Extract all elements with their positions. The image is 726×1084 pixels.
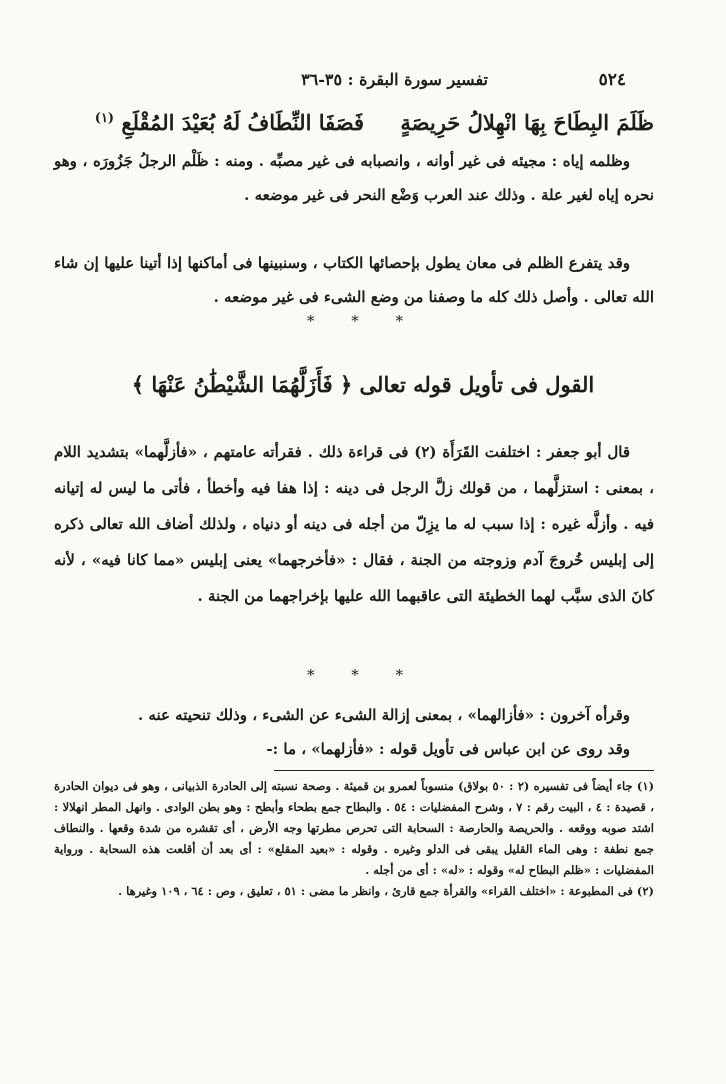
paragraph-line: وقد روى عن ابن عباس فى تأويل قوله : «فأزلهما» ، ما :-: [266, 740, 630, 758]
footnote-divider: [274, 770, 654, 771]
paragraph: [54, 698, 654, 766]
page-number: ٥٢٤: [598, 70, 626, 90]
section-separator: * * *: [306, 666, 420, 684]
footnote-2: (٢) فى المطبوعة : «اختلف القراء» والقرأة جمع قارئ ، وانظر ما مضى : ٥١ ، تعليق ، وص : ٦٤ ، ١٠٩ وغيرها .: [118, 884, 654, 898]
paragraph: وظلمه إياه : مجيئه فى غير أوانه ، وانصبابه فى غير مصبِّه . ومنه : ظَلْم الرجلُ جَزُورَه ، وهو نحره إياه لغير علة . وذلك عند العرب وَضْع النحر فى غير موضعه .: [54, 152, 654, 204]
footnotes: [54, 776, 654, 902]
poetry-verse: [54, 106, 654, 146]
verse-hemistich-left: فَصَفَا النِّطَافُ لَهُ بُعَيْدَ المُقْلَعِ $^{(١)}$: [94, 110, 364, 135]
paragraph-line: وقرأه آخرون : «فأزالهما» ، بمعنى إزالة الشىء عن الشىء ، وذلك تنحيته عنه .: [137, 706, 630, 724]
footnote-1: (١) جاء أيضاً فى تفسيره (٢ : ٥٠ بولاق) منسوباً لعمرو بن قميئة . وصحة نسبته إلى الحادرة الذبيانى ، وهو فى ديوان الحادرة ، قصيدة : ٤ ، البيت رقم : ٧ ، وشرح المفضليات : ٥٤ . والبطاح جمع بطحاء وأبطح : وهو بطن الوادى . وانهل المطر انهلالا : اشتد صوبه ووقعه . والحريصة والحارصة : السحابة التى تحرص مطرتها وجه الأرض ، أى تقشره من شدة وقعها . والنطاف جمع نطفة : وهى الماء القليل يبقى فى الدلو وغيره . وقوله : «بعيد المقلع» : أى بعد أن أقلعت هذه السحابة . ورواية المفضليات : «ظلم البطاح له» وقوله : «له» : أى من أجله .: [54, 779, 655, 877]
page-header: [0, 70, 726, 96]
paragraph: قال أبو جعفر : اختلفت القَرَأَة (٢) فى قراءة ذلك . فقرأته عامتهم ، «فأزلَّهما» بتشديد اللام ، بمعنى : استزلَّهما ، من قولك زلَّ الرجل فى دينه : إذا هفا فيه وأخطأ ، فأتى ما ليس له إتيانه فيه . وأزلَّه غيره : إذا سبب له ما يزِلّ من أجله فى دينه أو دنياه ، ولذلك أضاف الله تعالى ذكره إلى إبليس خُروجَ آدم وزوجته من الجنة ، فقال : «فأخرجهما» يعنى إبليس «مما كانا فيه» ، لأنه كانَ الذى سبَّب لهما الخطيئة التى عاقبهما الله عليها بإخراجهما من الجنة .: [54, 443, 654, 605]
running-title: تفسير سورة البقرة : ٣٥-٣٦: [301, 70, 488, 89]
paragraph: وقد يتفرع الظلم فى معان يطول بإحصائها الكتاب ، وسنبينها فى أماكنها إذا أتينا عليها إن شاء الله تعالى . وأصل ذلك كله ما وصفنا من وضع الشىء فى غير موضعه .: [54, 254, 654, 306]
verse-hemistich-right: ظَلَمَ البِطَاحَ بِهَا انْهِلالُ حَرِيصَةٍ: [400, 110, 654, 135]
footnote-marker: (١): [94, 111, 115, 126]
section-separator: * * *: [306, 312, 420, 330]
section-heading: القول فى تأويل قوله تعالى ﴿ فَأَزَلَّهُمَا الشَّيْطَٰنُ عَنْهَا ﴾: [131, 372, 595, 397]
